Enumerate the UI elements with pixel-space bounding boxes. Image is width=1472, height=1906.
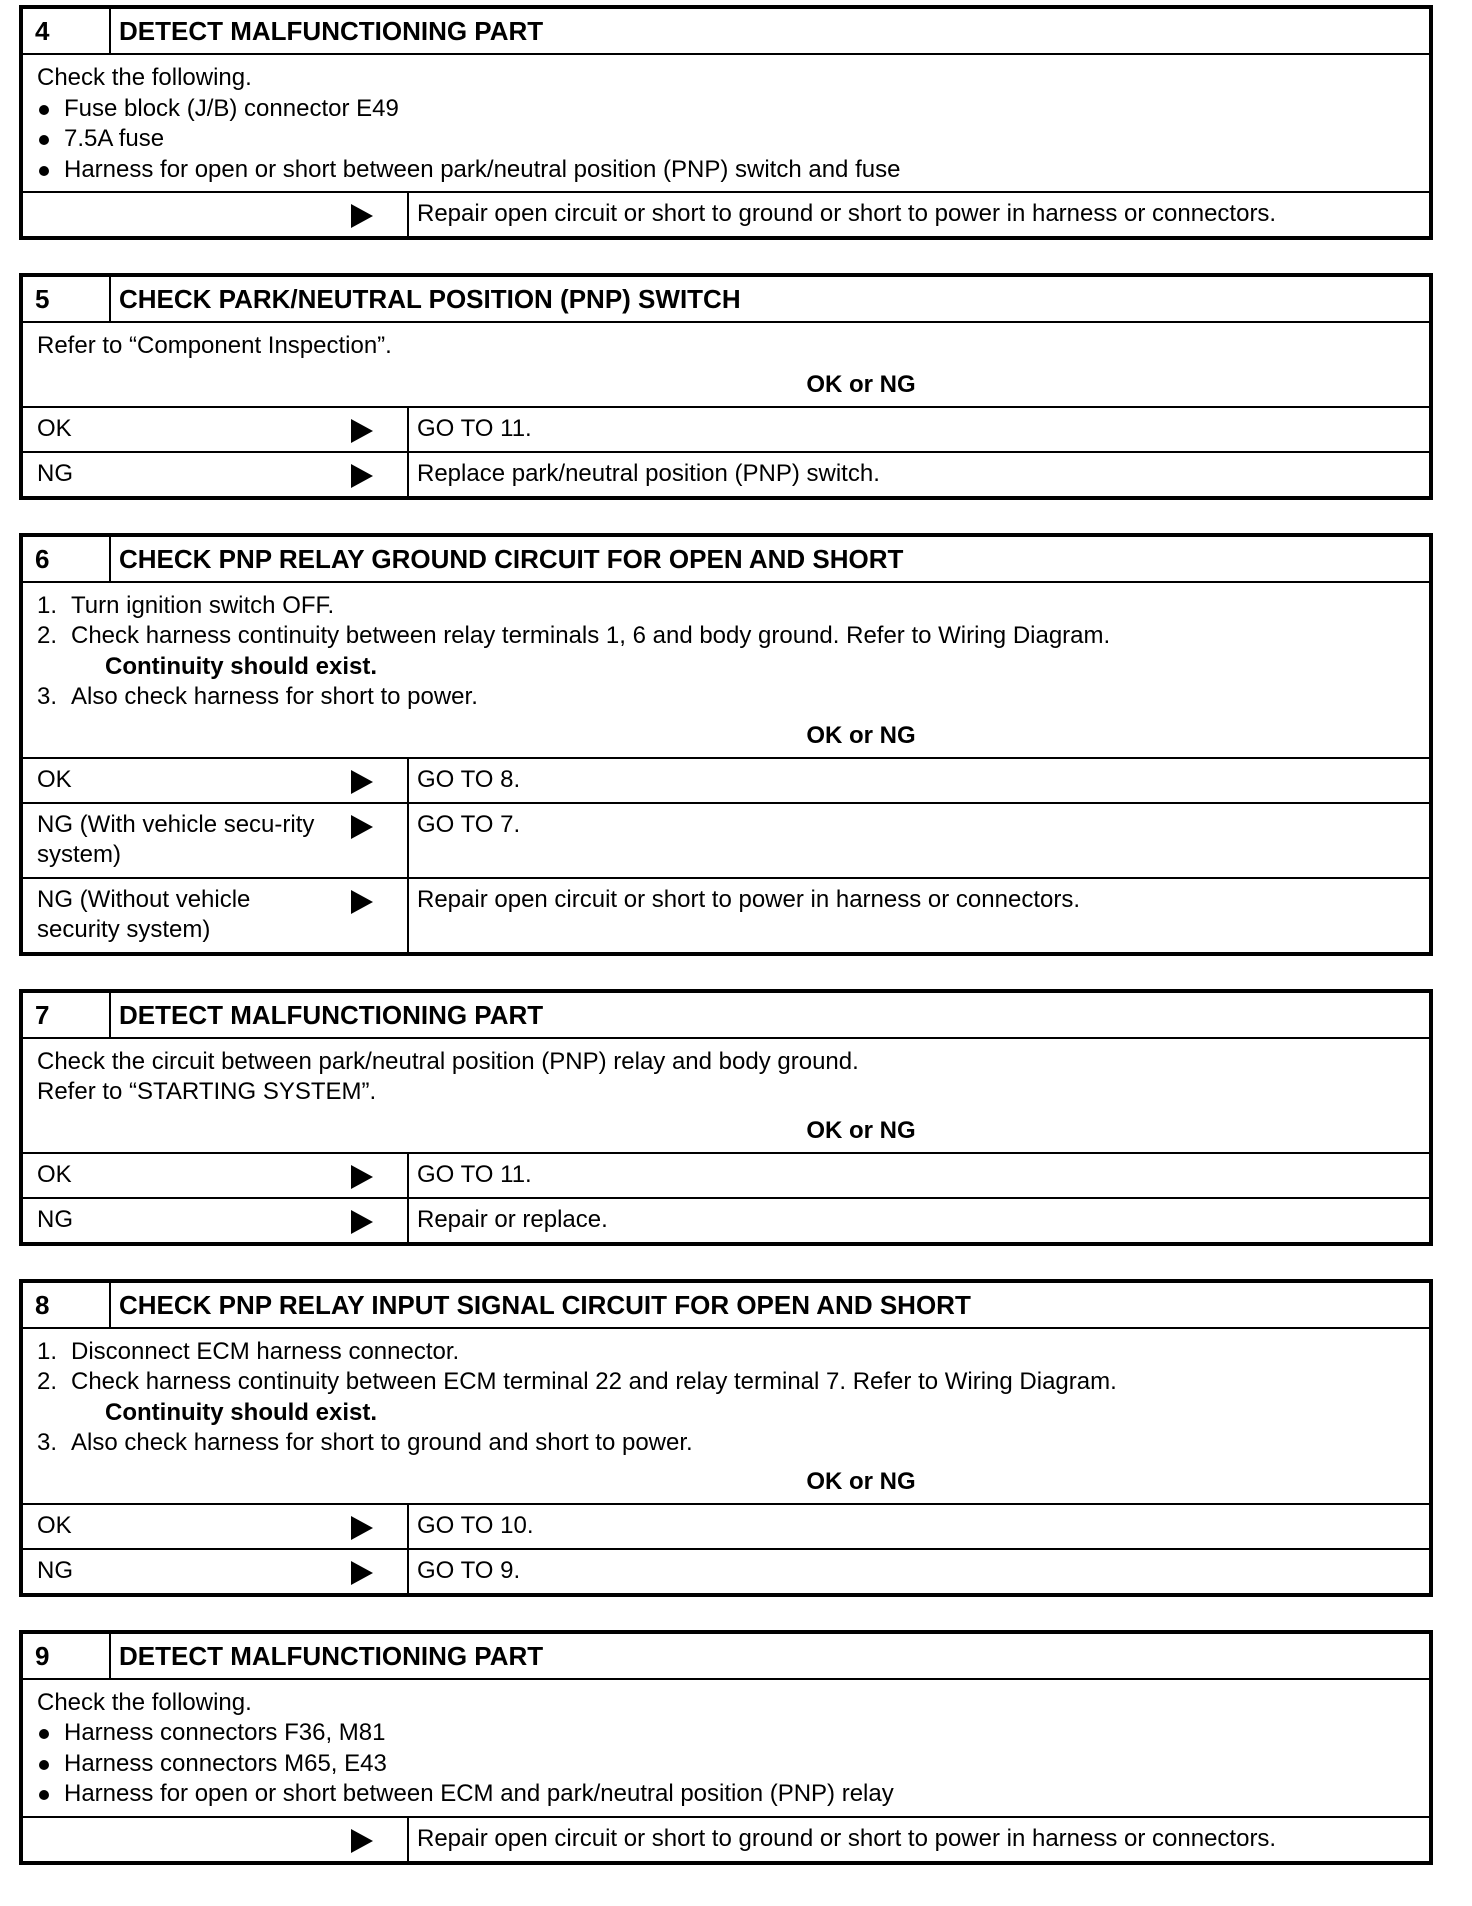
numbered-item	[37, 682, 1415, 713]
result-action: Replace park/neutral position (PNP) switch.	[417, 459, 880, 487]
bullet-item	[37, 1718, 1415, 1749]
condition-label: NG (Without vehicle security system)	[37, 885, 251, 943]
result-action: GO TO 7.	[417, 810, 521, 838]
step-number: 5	[23, 277, 111, 321]
ok-ng-heading: OK or NG	[806, 1116, 916, 1144]
result-row	[23, 406, 1429, 451]
result-condition	[23, 759, 409, 802]
condition-label: OK	[37, 1160, 72, 1188]
step-header	[23, 277, 1429, 323]
item-number: 3.	[37, 683, 58, 710]
item-number: 3.	[37, 1429, 58, 1456]
condition-label: NG	[37, 459, 73, 487]
step-body	[23, 583, 1429, 757]
step-number: 7	[23, 993, 111, 1037]
bullet-text: Harness connectors M65, E43	[64, 1749, 387, 1777]
result-condition	[23, 408, 409, 451]
bullet-text: Harness for open or short between ECM and park/neutral position (PNP) relay	[64, 1780, 894, 1807]
arrow-right-icon	[351, 204, 373, 228]
bullet-icon	[39, 1760, 49, 1770]
item-number: 1.	[37, 591, 58, 619]
step-header	[23, 993, 1429, 1039]
item-number: 1.	[37, 1337, 58, 1365]
result-row	[23, 1548, 1429, 1593]
item-text: Turn ignition switch OFF.	[71, 591, 335, 619]
arrow-right-icon	[351, 1516, 373, 1540]
bullet-icon	[39, 166, 49, 176]
step-header	[23, 9, 1429, 55]
step-title: DETECT MALFUNCTIONING PART	[119, 999, 544, 1030]
step-body	[23, 55, 1429, 191]
result-row	[23, 451, 1429, 496]
result-row	[23, 1816, 1429, 1861]
bullet-icon	[39, 135, 49, 145]
result-row	[23, 802, 1429, 877]
result-action: Repair open circuit or short to ground or short to power in harness or connectors.	[417, 1824, 1277, 1852]
arrow-right-icon	[351, 419, 373, 443]
result-action: GO TO 11.	[417, 414, 532, 442]
step-title: CHECK PNP RELAY GROUND CIRCUIT FOR OPEN AND SHORT	[119, 543, 904, 574]
instruction-text: Check the following.	[37, 1688, 252, 1716]
item-text: Check harness continuity between relay terminals 1, 6 and body ground. Refer to Wiring Diagram.	[71, 622, 1111, 649]
result-action: Repair open circuit or short to power in harness or connectors.	[417, 885, 1080, 913]
requirement-text: Continuity should exist.	[105, 652, 378, 680]
result-row	[23, 1152, 1429, 1197]
step-body	[23, 1680, 1429, 1816]
ok-ng-heading: OK or NG	[806, 721, 916, 749]
arrow-right-icon	[351, 1210, 373, 1234]
result-condition	[23, 193, 409, 236]
arrow-right-icon	[351, 815, 373, 839]
instruction-text: Check the circuit between park/neutral position (PNP) relay and body ground.	[37, 1047, 859, 1075]
item-number: 2.	[37, 622, 58, 649]
arrow-right-icon	[351, 1829, 373, 1853]
result-action: GO TO 9.	[417, 1556, 521, 1584]
step-body	[23, 323, 1429, 406]
numbered-item	[37, 1367, 1415, 1398]
condition-label: NG (With vehicle secu-rity system)	[37, 810, 315, 868]
numbered-item	[37, 621, 1415, 652]
step-9	[19, 1630, 1433, 1865]
result-condition	[23, 1818, 409, 1861]
arrow-right-icon	[351, 770, 373, 794]
result-condition	[23, 1550, 409, 1593]
result-condition	[23, 1199, 409, 1242]
bullet-icon	[39, 1790, 49, 1800]
numbered-item	[37, 591, 1415, 622]
result-row	[23, 757, 1429, 802]
result-row	[23, 877, 1429, 952]
step-header	[23, 1634, 1429, 1680]
instruction-text: Refer to “Component Inspection”.	[37, 332, 392, 359]
item-text: Also check harness for short to power.	[71, 683, 478, 710]
result-condition	[23, 879, 409, 952]
condition-label: NG	[37, 1556, 73, 1584]
step-number: 6	[23, 537, 111, 581]
step-8	[19, 1279, 1433, 1597]
numbered-item	[37, 1337, 1415, 1368]
arrow-right-icon	[351, 1561, 373, 1585]
arrow-right-icon	[351, 890, 373, 914]
condition-label: OK	[37, 1511, 72, 1539]
bullet-item	[37, 94, 1415, 125]
item-text: Check harness continuity between ECM terminal 22 and relay terminal 7. Refer to Wiring Diagram.	[71, 1368, 1117, 1395]
bullet-item	[37, 1749, 1415, 1780]
result-row	[23, 1503, 1429, 1548]
condition-label: OK	[37, 414, 72, 442]
result-action: GO TO 8.	[417, 765, 521, 793]
result-condition	[23, 804, 409, 877]
step-title: DETECT MALFUNCTIONING PART	[119, 16, 544, 46]
result-action: Repair or replace.	[417, 1205, 608, 1233]
step-title: CHECK PNP RELAY INPUT SIGNAL CIRCUIT FOR OPEN AND SHORT	[119, 1289, 971, 1320]
step-number: 9	[23, 1634, 111, 1678]
step-title: CHECK PARK/NEUTRAL POSITION (PNP) SWITCH	[119, 284, 741, 314]
ok-ng-heading: OK or NG	[806, 1467, 916, 1495]
step-header	[23, 537, 1429, 583]
step-title: DETECT MALFUNCTIONING PART	[119, 1640, 544, 1671]
instruction-text: Refer to “STARTING SYSTEM”.	[37, 1078, 377, 1105]
item-text: Disconnect ECM harness connector.	[71, 1337, 460, 1365]
condition-label: NG	[37, 1205, 73, 1233]
step-4	[19, 5, 1433, 240]
ok-ng-heading: OK or NG	[806, 370, 916, 398]
result-condition	[23, 453, 409, 496]
bullet-icon	[39, 1729, 49, 1739]
bullet-item	[37, 1779, 1415, 1810]
result-action: GO TO 10.	[417, 1511, 534, 1539]
condition-label: OK	[37, 765, 72, 793]
result-condition	[23, 1505, 409, 1548]
step-header	[23, 1283, 1429, 1329]
diagnostic-procedure	[19, 5, 1433, 1898]
step-number: 8	[23, 1283, 111, 1327]
step-number: 4	[23, 9, 111, 53]
instruction-text: Check the following.	[37, 64, 252, 91]
bullet-item	[37, 124, 1415, 155]
step-6	[19, 533, 1433, 956]
result-row	[23, 1197, 1429, 1242]
requirement-text: Continuity should exist.	[105, 1398, 378, 1426]
item-text: Also check harness for short to ground and short to power.	[71, 1429, 693, 1456]
step-5	[19, 273, 1433, 500]
bullet-item	[37, 155, 1415, 186]
result-row	[23, 191, 1429, 236]
bullet-text: Harness connectors F36, M81	[64, 1719, 386, 1746]
numbered-item	[37, 1428, 1415, 1459]
item-number: 2.	[37, 1368, 58, 1395]
bullet-text: Fuse block (J/B) connector E49	[64, 94, 399, 122]
step-7	[19, 989, 1433, 1246]
bullet-text: Harness for open or short between park/neutral position (PNP) switch and fuse	[64, 155, 901, 183]
arrow-right-icon	[351, 1165, 373, 1189]
step-body	[23, 1329, 1429, 1503]
result-action: Repair open circuit or short to ground or short to power in harness or connectors.	[417, 200, 1277, 227]
arrow-right-icon	[351, 464, 373, 488]
bullet-icon	[39, 105, 49, 115]
result-action: GO TO 11.	[417, 1160, 532, 1188]
step-body	[23, 1039, 1429, 1152]
bullet-text: 7.5A fuse	[64, 125, 165, 152]
result-condition	[23, 1154, 409, 1197]
